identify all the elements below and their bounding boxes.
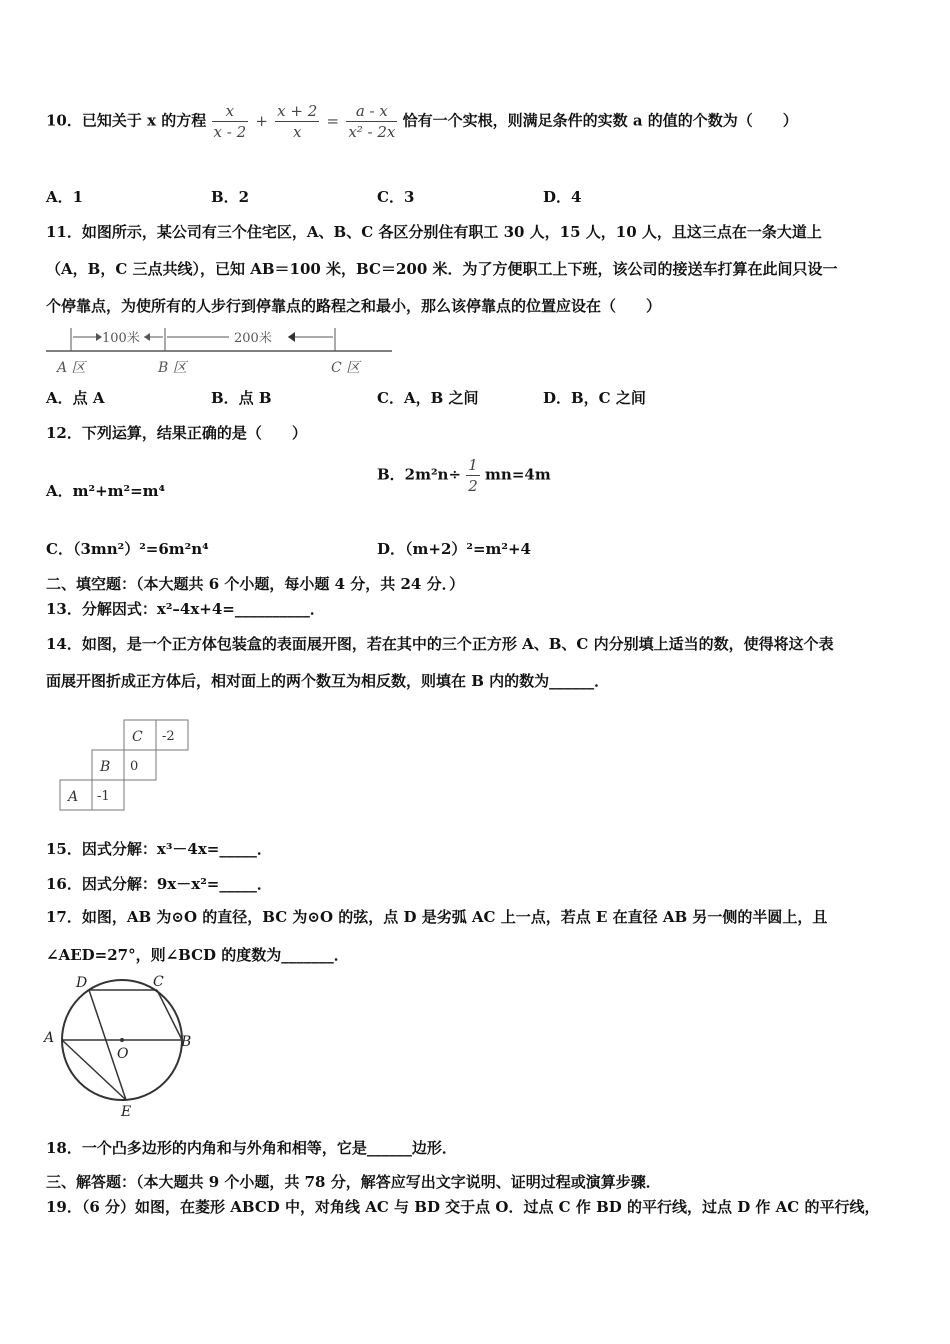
- arrowhead-bc: [288, 332, 295, 342]
- q10-fraction-3: $\frac{a - x}{\text{x² - 2x}}$: [348, 102, 396, 141]
- center-dot: [120, 1038, 124, 1042]
- q15: 15．因式分解：x³－4x=_____．: [46, 840, 272, 858]
- q11-line-2: （A，B，C 三点共线），已知 AB＝100 米，BC＝200 米．为了方便职工上下班，该公司的接送车打算在此间只设一: [46, 260, 838, 278]
- q10-equals: =: [326, 111, 340, 130]
- q13: 13．分解因式：x²–4x+4=__________．: [46, 600, 325, 618]
- q10-option-b: B．2: [211, 188, 250, 206]
- section-2-heading: 二、填空题：（本大题共 6 个小题，每小题 4 分，共 24 分．）: [46, 575, 465, 593]
- q12-option-b-pre: B．2m²n÷: [377, 465, 462, 484]
- point-a-label: A: [44, 1030, 55, 1046]
- q10-fraction-2: $\frac{x + 2}{x}$: [277, 102, 318, 141]
- q10-prefix: 10．已知关于 x 的方程: [46, 111, 207, 130]
- label-c: C 区: [331, 360, 361, 376]
- q11-option-b: B．点 B: [211, 389, 272, 407]
- q12-option-b-fraction: $\frac{1}{2}$: [468, 456, 478, 495]
- cell-c-label: C: [132, 729, 143, 745]
- q11-line-1: 11．如图所示，某公司有三个住宅区，A、B、C 各区分别住有职工 30 人，15 人，10 人，且这三点在一条大道上: [46, 223, 822, 241]
- section-3-heading: 三、解答题：（本大题共 9 个小题，共 78 分，解答应写出文字说明、证明过程或演算步骤．: [46, 1173, 661, 1191]
- point-d-label: D: [76, 975, 88, 991]
- cell-zero-label: 0: [130, 759, 139, 774]
- cell-a-label: A: [68, 789, 79, 805]
- q16: 16．因式分解：9x－x²=_____．: [46, 875, 272, 893]
- q10-suffix: 恰有一个实根，则满足条件的实数 a 的值的个数为（ ）: [402, 111, 798, 130]
- q17-circle-figure: [40, 972, 200, 1122]
- seg-ab-label: 100米: [102, 331, 140, 346]
- q12-option-c: C．（3mn²）²=6m²n⁴: [46, 540, 209, 558]
- q10-plus: +: [255, 111, 268, 130]
- cell-m2-label: -2: [162, 729, 175, 744]
- cell-m1-label: -1: [97, 789, 110, 804]
- q11-option-c: C．A，B 之间: [377, 389, 479, 407]
- q12-option-b: [377, 455, 551, 496]
- q14-cube-net: [56, 716, 198, 816]
- cell-b-label: B: [100, 759, 111, 775]
- label-a: A 区: [57, 360, 86, 376]
- q17-line-1: 17．如图，AB 为⊙O 的直径，BC 为⊙O 的弦，点 D 是劣弧 AC 上一点，若点 E 在直径 AB 另一侧的半圆上，且: [46, 908, 828, 926]
- q14-line-2: 面展开图折成正方体后，相对面上的两个数互为相反数，则填在 B 内的数为______．: [46, 672, 610, 690]
- q19: 19．（6 分）如图，在菱形 ABCD 中，对角线 AC 与 BD 交于点 O．过点 C 作 BD 的平行线，过点 D 作 AC 的平行线，: [46, 1198, 880, 1216]
- point-o-label: O: [117, 1046, 129, 1062]
- q10-fraction-1: $\frac{x}{x - 2}$: [213, 102, 247, 141]
- q14-line-1: 14．如图，是一个正方体包装盒的表面展开图，若在其中的三个正方形 A、B、C 内分别填上适当的数，使得将这个表: [46, 635, 834, 653]
- q10-line: [46, 101, 798, 142]
- q10-option-a: A．1: [46, 188, 84, 206]
- q10-option-c: C．3: [377, 188, 415, 206]
- q17-line-2: ∠AED=27°，则∠BCD 的度数为_______．: [46, 946, 349, 964]
- label-b: B 区: [158, 360, 187, 376]
- q11-option-d: D．B，C 之间: [543, 389, 646, 407]
- arrowhead-ab-2: [144, 333, 150, 341]
- q11-option-a: A．点 A: [46, 389, 105, 407]
- point-c-label: C: [153, 974, 164, 990]
- q12-option-b-post: mn=4m: [485, 465, 551, 484]
- q10-option-d: D．4: [543, 188, 582, 206]
- q18: 18．一个凸多边形的内角和与外角和相等，它是______边形．: [46, 1139, 457, 1157]
- chord-cb: [157, 990, 182, 1040]
- point-b-label: B: [181, 1034, 192, 1050]
- seg-bc-label: 200米: [234, 331, 272, 346]
- q12-stem: 12．下列运算，结果正确的是（ ）: [46, 424, 307, 442]
- point-e-label: E: [121, 1104, 132, 1120]
- q11-figure: [44, 322, 396, 378]
- q12-option-a: A．m²+m²=m⁴: [46, 482, 166, 500]
- q12-option-d: D．（m+2）²=m²+4: [377, 540, 531, 558]
- cell-zero: [124, 750, 156, 780]
- q11-line-3: 个停靠点，为使所有的人步行到停靠点的路程之和最小，那么该停靠点的位置应设在（ ）: [46, 297, 662, 315]
